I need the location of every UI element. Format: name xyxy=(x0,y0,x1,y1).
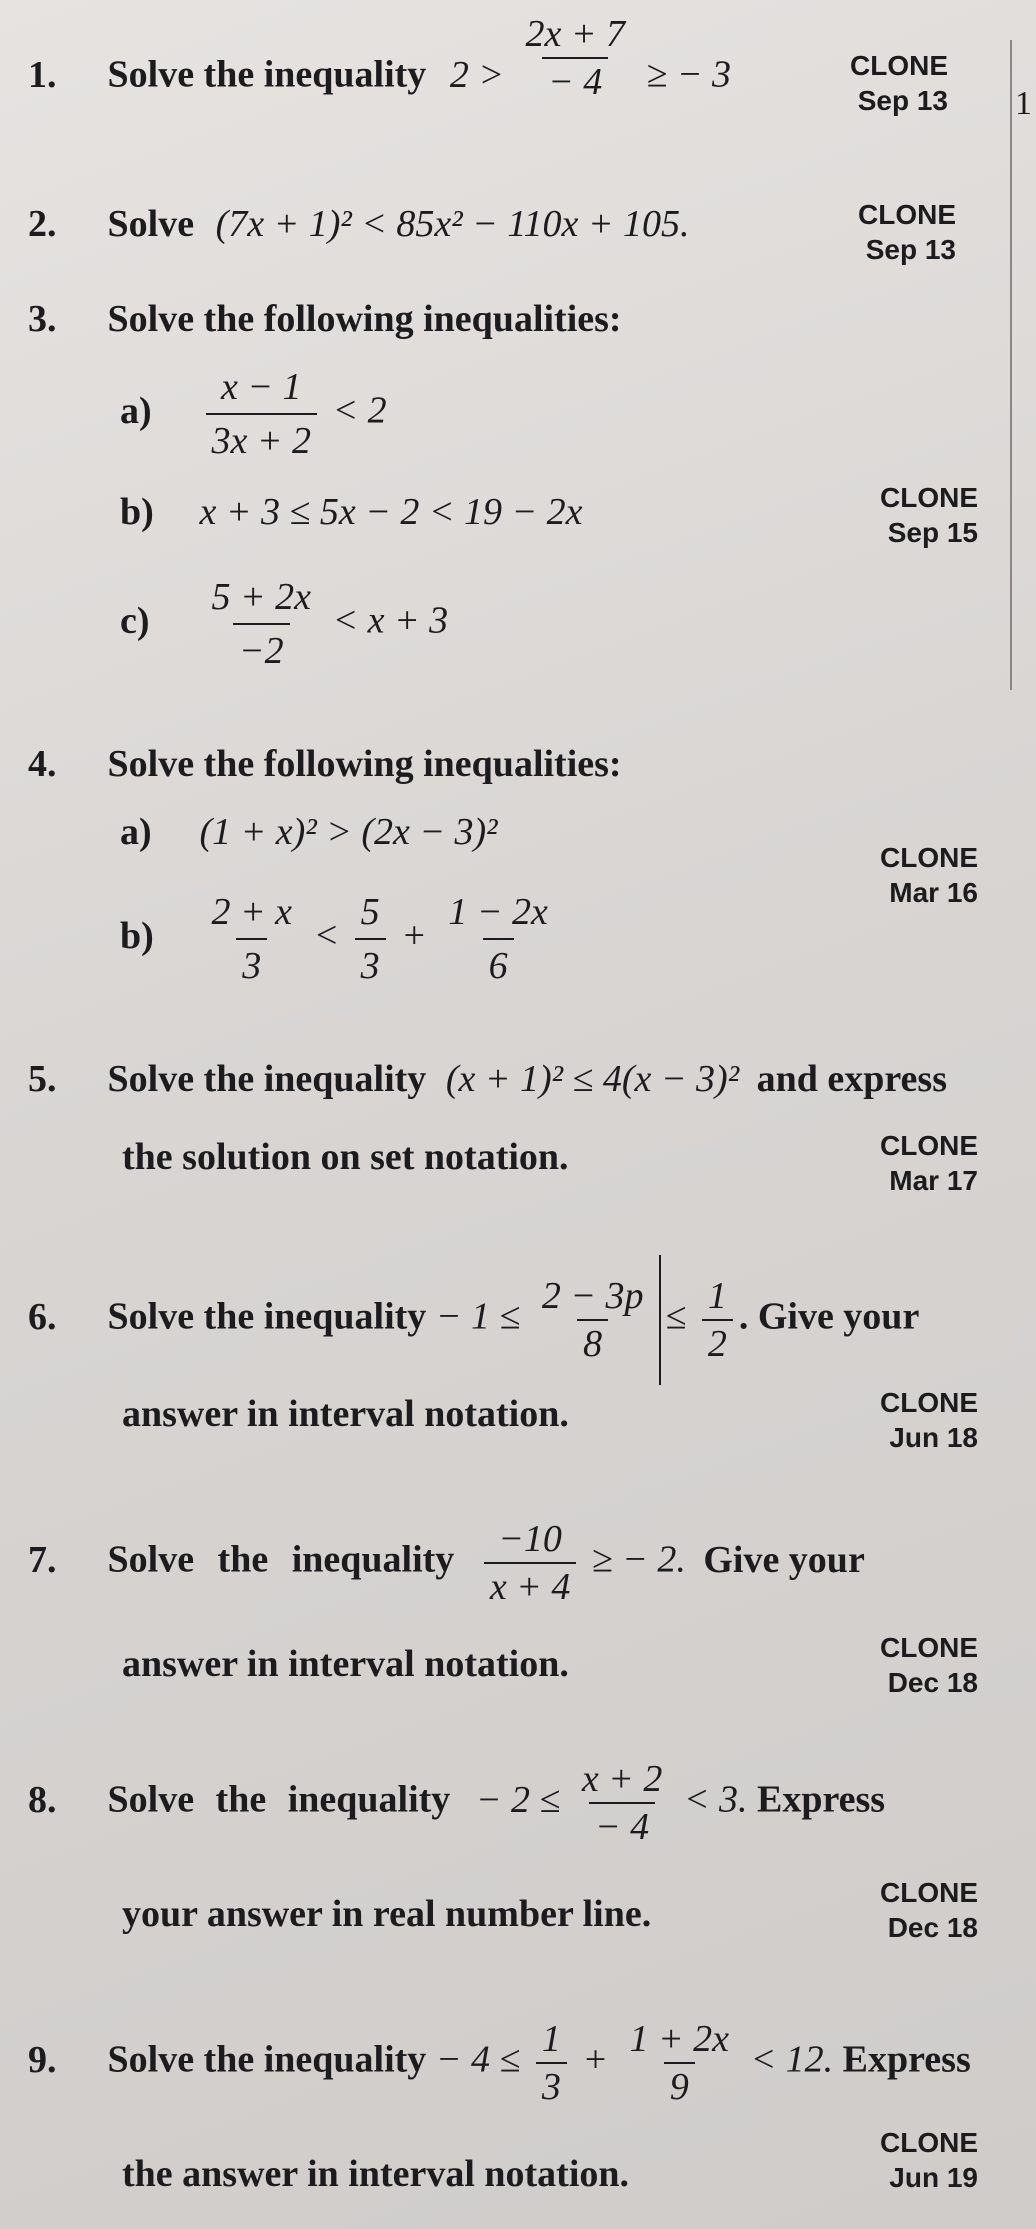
math-expression: 2 > xyxy=(449,53,504,96)
fraction: $\frac{2x + 7}{- 4}$ xyxy=(525,13,625,103)
fraction: $\frac{2 + x}{3}$ xyxy=(211,891,293,987)
margin-mark: 1 xyxy=(1015,85,1032,122)
fraction: $\frac{1 + 2x}{9}$ xyxy=(629,2018,729,2108)
question-6-line2: answer in interval notation. xyxy=(122,1393,569,1435)
question-7-line2: answer in interval notation. xyxy=(122,1643,569,1685)
fraction: $\frac{2 - 3p}{8}$ xyxy=(541,1275,644,1365)
stray-mark xyxy=(659,1255,661,1385)
question-9: 9. Solve the inequality − 4 ≤ $\frac{1}{3}$ + $\frac{1 + 2x}{9}$ < 12. Express xyxy=(28,2018,971,2108)
question-8: 8. Solve the inequality − 2 ≤ $\frac{x + 2}{- 4}$ < 3. Express xyxy=(28,1758,886,1848)
math-expression: ≥ − 3 xyxy=(646,53,731,96)
margin-rule xyxy=(1010,40,1012,690)
question-3c: c) $\frac{5 + 2x}{-2}$ < x + 3 xyxy=(120,576,449,672)
clone-tag: CLONE Jun 18 xyxy=(880,1387,978,1453)
clone-tag: CLONE Sep 13 xyxy=(858,199,956,265)
clone-tag: CLONE Dec 18 xyxy=(880,1632,978,1698)
question-9-line2: the answer in interval notation. xyxy=(122,2153,630,2195)
question-number: 1. xyxy=(28,53,57,96)
clone-tag: CLONE Mar 17 xyxy=(880,1130,978,1196)
fraction: $\frac{5}{3}$ xyxy=(355,890,386,988)
clone-tag: CLONE Dec 18 xyxy=(880,1877,978,1943)
question-1 xyxy=(28,13,731,103)
question-5: 5. Solve the inequality (x + 1)² ≤ 4(x − 3)² and express xyxy=(28,1058,947,1100)
fraction: $\frac{x + 2}{- 4}$ xyxy=(581,1758,663,1848)
question-4b: b) $\frac{2 + x}{3}$ < $\frac{5}{3}$ + $\frac{1 - 2x}{6}$ xyxy=(120,890,560,988)
question-6: 6. Solve the inequality − 1 ≤ $\frac{2 - 3p}{8}$ ≤ $\frac{1}{2}$ . Give your xyxy=(28,1255,919,1385)
clone-tag: CLONE Sep 13 xyxy=(850,50,948,116)
question-text: Solve the inequality xyxy=(107,53,427,96)
fraction: $\frac{1 - 2x}{6}$ xyxy=(448,891,548,987)
fraction: $\frac{-10}{x + 4}$ xyxy=(484,1520,577,1606)
question-2: 2. Solve (7x + 1)² < 85x² − 110x + 105. xyxy=(28,203,690,245)
question-5-line2: the solution on set notation. xyxy=(122,1136,569,1178)
clone-tag: CLONE Jun 19 xyxy=(880,2127,978,2193)
fraction: $\frac{x - 1}{3x + 2}$ xyxy=(206,365,318,463)
question-7: 7. Solve the inequality $\frac{-10}{x + 4}$ ≥ − 2. Give your xyxy=(28,1518,865,1608)
question-3: 3. Solve the following inequalities: xyxy=(28,298,622,340)
question-3b: b) x + 3 ≤ 5x − 2 < 19 − 2x xyxy=(120,491,583,533)
question-8-line2: your answer in real number line. xyxy=(122,1893,652,1935)
question-4: 4. Solve the following inequalities: xyxy=(28,743,622,785)
clone-tag: CLONE Sep 15 xyxy=(880,482,978,548)
fraction: $\frac{1}{3}$ xyxy=(536,2020,567,2106)
fraction: $\frac{5 + 2x}{-2}$ xyxy=(211,576,312,672)
fraction: $\frac{1}{2}$ xyxy=(702,1277,733,1363)
question-3a: a) $\frac{x - 1}{3x + 2}$ < 2 xyxy=(120,366,387,462)
clone-tag: CLONE Mar 16 xyxy=(880,842,978,908)
question-4a: a) (1 + x)² > (2x − 3)² xyxy=(120,811,498,853)
